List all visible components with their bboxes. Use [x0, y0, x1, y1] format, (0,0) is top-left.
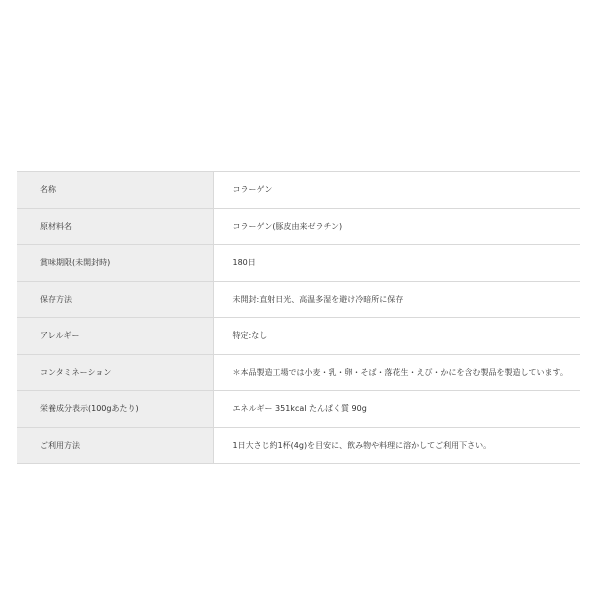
row-value: 180日	[213, 245, 580, 282]
row-label: 賞味期限(未開封時)	[17, 245, 213, 282]
row-value: 1日大さじ約1杯(4g)を目安に、飲み物や料理に溶かしてご利用下さい。	[213, 427, 580, 464]
row-label: 名称	[17, 172, 213, 209]
row-value: 未開封:直射日光、高温多湿を避け冷暗所に保存	[213, 281, 580, 318]
product-spec-table	[17, 171, 580, 464]
row-value: 特定:なし	[213, 318, 580, 355]
row-value: コラーゲン(豚皮由来ゼラチン)	[213, 208, 580, 245]
table-row	[17, 208, 580, 245]
row-value: エネルギー 351kcal たんぱく質 90g	[213, 391, 580, 428]
row-label: 栄養成分表示(100gあたり)	[17, 391, 213, 428]
table-row	[17, 281, 580, 318]
table-row	[17, 427, 580, 464]
table-row	[17, 245, 580, 282]
row-label: アレルギー	[17, 318, 213, 355]
row-label: コンタミネーション	[17, 354, 213, 391]
table-row	[17, 354, 580, 391]
row-label: 原材料名	[17, 208, 213, 245]
row-value: ＊本品製造工場では小麦・乳・卵・そば・落花生・えび・かにを含む製品を製造しています。	[213, 354, 580, 391]
row-value: コラーゲン	[213, 172, 580, 209]
row-label: ご利用方法	[17, 427, 213, 464]
table-row	[17, 318, 580, 355]
row-label: 保存方法	[17, 281, 213, 318]
table-row	[17, 172, 580, 209]
table-row	[17, 391, 580, 428]
